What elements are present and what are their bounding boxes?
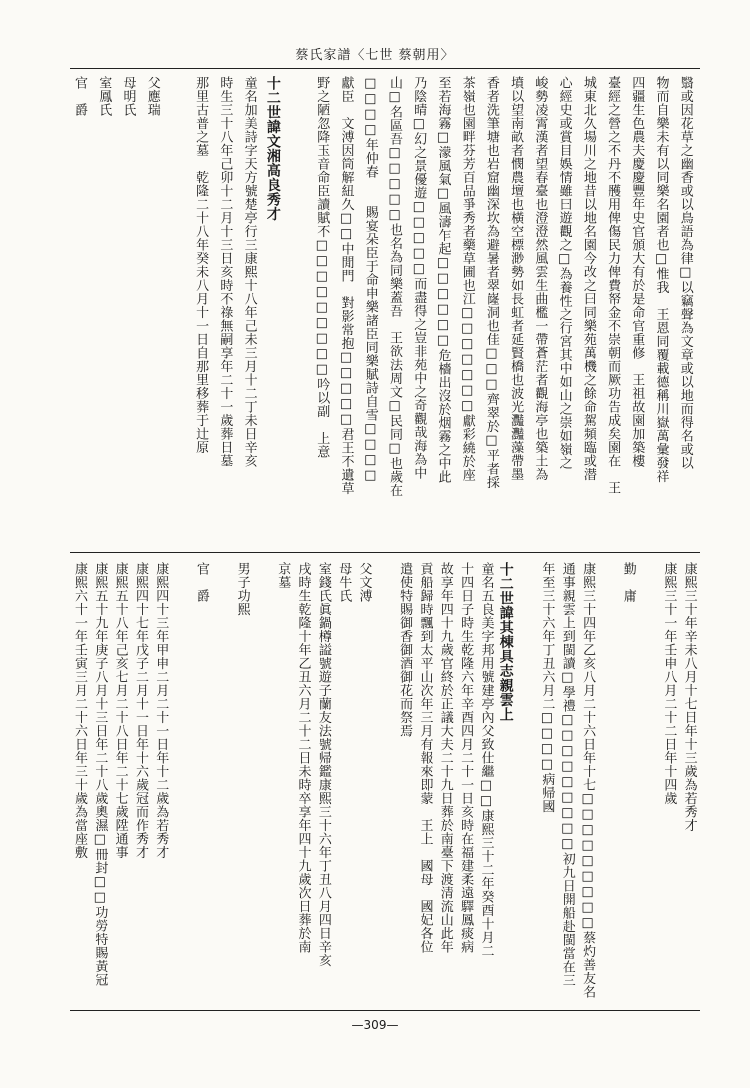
text-column: 童名五良美字邦用號建亭內父致仕繼□□康熙三十二年癸酉十月二	[478, 562, 494, 958]
top-rule	[70, 68, 700, 69]
text-column: 茶嶺也園畔芬芳百品爭秀者藥草圃也江□□□□□□□獻彩繞於座	[459, 76, 475, 482]
text-column: 官 爵	[193, 562, 209, 603]
text-column: 至若海霧□濛風氣□風濤乍起□□□□□□危檣出沒於烟霧之中此	[435, 76, 451, 484]
text-column: 康熙四十七年戊子二月十一日年十六歲冠而作秀才	[132, 562, 148, 859]
text-column: 京墓	[275, 562, 291, 589]
text-column: 康熙六十一年壬寅三月二十六日年三十歲為當座敷	[72, 562, 87, 859]
text-column: 翳或因花草之幽香或以鳥語為律□以竊聲為文章或以地而得名或以	[677, 76, 693, 470]
text-column: 那里古普之墓 乾隆二十八年癸未八月十一日自那里移葬于辻原	[193, 76, 209, 454]
text-column: 峻勢凌霄漢者望春臺也澄澄然風雲生曲檻一帶蒼茫者觀海亭也築土為	[532, 76, 548, 481]
text-column: 故享年四十九歲官終於正議大夫二十九日葬於南臺下渡清流山此年	[437, 562, 453, 954]
text-column: 野之陋忽降玉音命臣讀賦不□□□□□□□□□吟以副 上意	[314, 76, 330, 459]
text-column: 母明氏	[120, 76, 136, 117]
text-column: 十二世諱其棟具志親雲上	[497, 562, 514, 722]
text-column: 十四日子時生乾隆六年辛酉四月二十一日亥時在福建柔遠驛鳳痰病	[458, 562, 474, 954]
text-column: 乃陰晴□幻之景優遊□□□□□而盡得之豈非苑中之奇觀哉海為中	[411, 76, 427, 480]
text-column: 康熙三十四年乙亥八月二十六日年十七□□□□□□□□□蔡灼善友名	[580, 562, 596, 999]
text-column: 十二世諱文湘高良秀才	[264, 76, 281, 221]
text-column: 臺經之營之不丹不雘用俾傷民力俾費帑金不崇朝而厥功告成矣園在 王	[605, 76, 621, 495]
page-number: —309—	[351, 1018, 399, 1032]
text-column: 康熙四十三年甲申二月二十一日年十二歲為若秀才	[153, 562, 169, 859]
text-column: 童名加美詩字天方號楚亭行三康熙十八年己未三月十二丁未日辛亥	[241, 76, 257, 468]
middle-rule	[70, 552, 700, 553]
text-column: 山□名區吾□□□□□也名為同樂蓋吾 王欲法周文□民同□也歲在	[387, 76, 402, 497]
text-column: 官 爵	[72, 76, 87, 117]
text-column: 城東北久場川之地昔以地名園今改之曰同樂苑萬機之餘命駕頻臨或潜	[580, 76, 596, 481]
text-column: 室鳳氏	[96, 76, 112, 117]
text-column: 時生三十八年己卯十二月十三日亥時不祿無嗣享年二十一歲葬日墓	[217, 76, 233, 468]
lower-panel	[70, 562, 700, 1002]
text-column: 父應瑞	[144, 76, 160, 117]
text-column: 墳以望南畝者憫農壇也橫空標渺勢如長虹者延賢橋也波光灩灩藻帶墨	[508, 76, 524, 481]
running-header: 蔡氏家譜〈七世 蔡朝用〉	[295, 48, 455, 63]
text-column: 康熙三十一年壬申八月二十二日年十四歲	[661, 562, 677, 805]
text-column: 男子功熙	[234, 562, 250, 616]
text-column: 物而自樂未有以同樂名園者也□惟我 王恩同覆載德稱川嶽萬彙發祥	[653, 76, 669, 483]
text-column: 戌時生乾隆十年乙丑六月二十二日未時卒享年四十九歲次日葬於南	[295, 562, 311, 954]
text-column: 母牛氏	[336, 562, 352, 603]
text-column: 通事親雲上到閩讀□學禮□□□□□□□□□初九日開船赴閩當在三	[559, 562, 575, 987]
text-column: 康熙五十九年庚子八月十三日年二十八歲奧濕□冊封□□功勞特賜黃冠	[92, 562, 108, 987]
text-column: 年至三十六年丁丑六月二□□□□病帰國	[539, 562, 555, 813]
text-column: 康熙三十年辛未八月十七日年十三歲為若秀才	[681, 562, 697, 832]
text-column: 香者洗筆塘也岩窟幽深坎為避暑者翠嶐洞也佳□□□齊翠於□平者採	[483, 76, 499, 489]
text-column: 父文溥	[356, 562, 372, 603]
text-column: 室錢氏眞鍋樽謚號遊子蘭友法號帰鑑康熙三十六年丁丑八月四日辛亥	[315, 562, 331, 967]
text-column: 康熙五十八年己亥七月二十八日年二十七歲陞通事	[112, 562, 128, 859]
text-column: 四疆生色農夫慶慶豐年史官頒大有於是命官重修 王祖故園加築樓	[629, 76, 645, 468]
text-column: □□□□年仲春 賜宴朵臣于命申樂諸臣同樂賦詩自雪□□□□	[362, 76, 378, 484]
bottom-rule	[70, 1010, 700, 1011]
text-column: 貢船歸時飄到太平山次年三月有報來即蒙 王上 國母 國妃各位	[417, 562, 433, 954]
text-column: 遣使特賜御香御酒御花而祭焉	[397, 562, 413, 738]
text-column: 獻臣 文溥因筒解紐久□□中閒門 對影常抱□□□□□君王不遺草	[338, 76, 354, 495]
upper-panel	[70, 76, 700, 544]
text-column: 勤 庸	[620, 562, 636, 603]
text-column: 心經史或賞目娛情雖曰遊觀之□為養性之行宮其中如山之崇如嶺之	[556, 76, 572, 470]
